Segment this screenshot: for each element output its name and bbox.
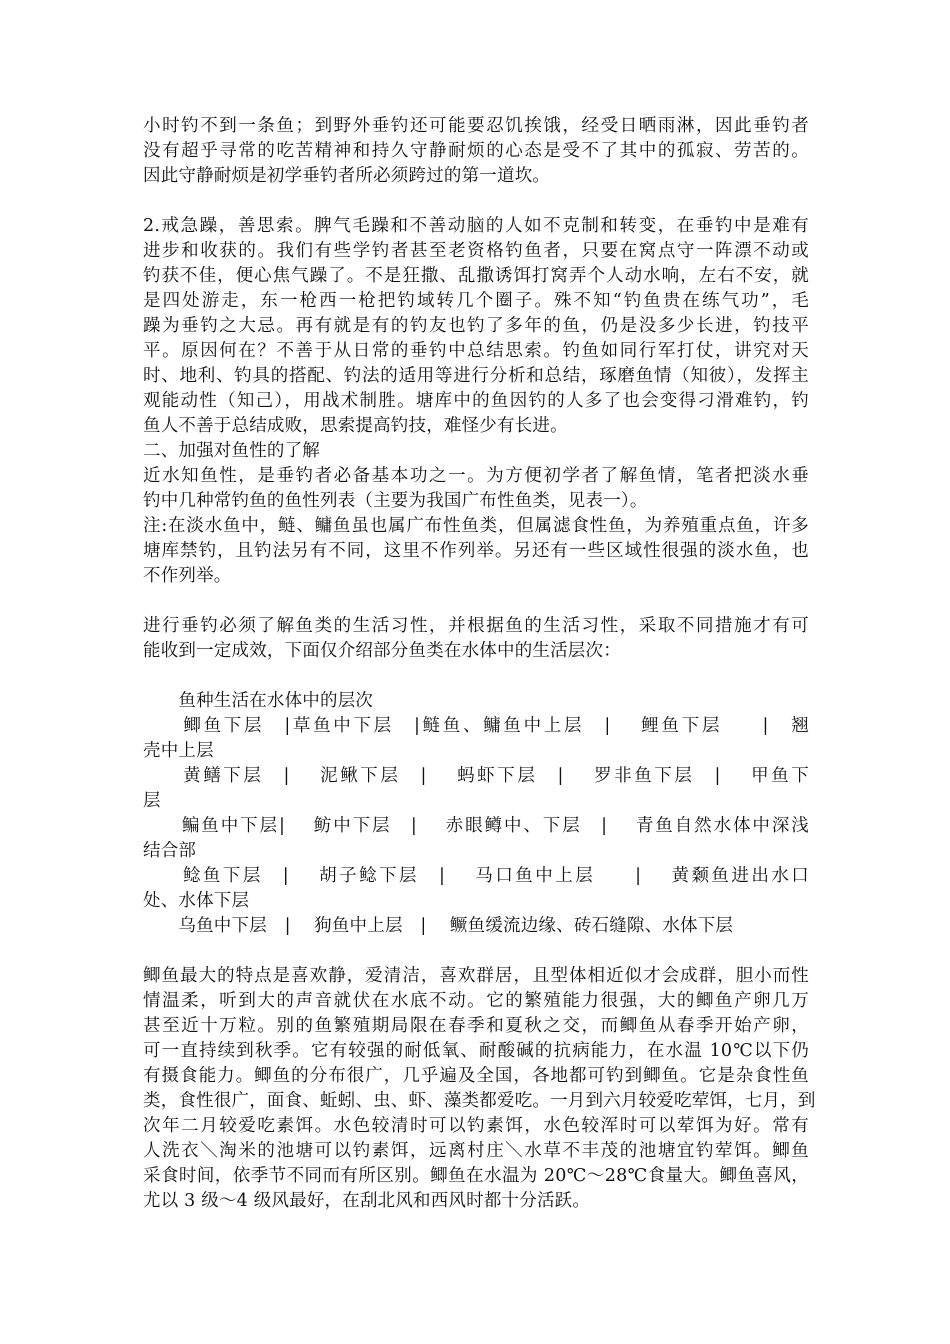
paragraph-p1	[143, 114, 809, 189]
paragraph-p3	[143, 439, 809, 589]
text-line: 因此守静耐烦是初学垂钓者所必须跨过的第一道坎。	[143, 166, 551, 186]
text-line: 不作列举。	[143, 566, 232, 586]
text-line: 鳊鱼中下层| 鲂中下层 | 赤眼鳟中、下层 | 青鱼自然水体中深浅	[143, 816, 809, 836]
text-line: 观能动性（知己），用战术制胜。塘库中的鱼因钓的人多了也会变得刁滑难钓，钓	[143, 391, 809, 411]
text-line: 进行垂钓必须了解鱼类的生活习性，并根据鱼的生活习性，采取不同措施才有可	[143, 616, 809, 636]
text-line: 没有超乎寻常的吃苦精神和持久守静耐烦的心态是受不了其中的孤寂、劳苦的。	[143, 141, 809, 161]
text-line: 小时钓不到一条鱼；到野外垂钓还可能要忍饥挨饿，经受日晒雨淋，因此垂钓者	[143, 116, 809, 136]
text-line: 躁为垂钓之大忌。再有就是有的钓友也钓了多年的鱼，仍是没多少长进，钓技平	[143, 316, 809, 336]
text-line: 黄鳝下层 | 泥鳅下层 | 蚂虾下层 | 罗非鱼下层 | 甲鱼下	[143, 766, 809, 786]
text-line: 二、加强对鱼性的了解	[143, 441, 320, 461]
text-line: 平。原因何在？不善于从日常的垂钓中总结思索。钓鱼如同行军打仗，讲究对天	[143, 341, 809, 361]
text-line: 情温柔，听到大的声音就伏在水底不动。它的繁殖能力很强，大的鲫鱼产卵几万	[143, 991, 809, 1011]
text-line: 2.戒急躁，善思索。脾气毛躁和不善动脑的人如不克制和转变，在垂钓中是难有	[143, 216, 809, 236]
text-line: 塘库禁钓，且钓法另有不同，这里不作列举。另还有一些区域性很强的淡水鱼，也	[143, 541, 809, 561]
text-line: 鱼人不善于总结成败，思索提高钓技，难怪少有长进。	[143, 416, 568, 436]
paragraph-gap	[143, 589, 809, 614]
paragraph-gap	[143, 939, 809, 964]
text-line: 鲫鱼最大的特点是喜欢静，爱清洁，喜欢群居，且型体相近似才会成群，胆小而性	[143, 966, 809, 986]
text-line: 乌鱼中下层 | 狗鱼中上层 | 鳜鱼缓流边缘、砖石缝隙、水体下层	[143, 916, 734, 936]
paragraph-p4	[143, 614, 809, 664]
paragraph-gap	[143, 664, 809, 689]
text-line: 鱼种生活在水体中的层次	[143, 691, 374, 711]
paragraph-p6	[143, 964, 816, 1214]
text-line: 人洗衣＼淘米的池塘可以钓素饵，远离村庄＼水草不丰茂的池塘宜钓荤饵。鲫鱼	[143, 1141, 809, 1161]
text-line: 尤以 3 级～4 级风最好，在刮北风和西风时都十分活跃。	[143, 1191, 591, 1211]
text-line: 采食时间，依季节不同而有所区别。鲫鱼在水温为 20℃～28℃食量大。鲫鱼喜风，	[143, 1166, 809, 1186]
text-line: 层	[143, 791, 161, 811]
paragraph-p5	[143, 689, 809, 939]
text-line: 是四处游走，东一枪西一枪把钓域转几个圈子。殊不知“钓鱼贵在练气功”，毛	[143, 291, 809, 311]
text-line: 钓获不佳，便心焦气躁了。不是狂撒、乱撒诱饵打窝弄个人动水响，左右不安，就	[143, 266, 809, 286]
paragraph-p2	[143, 214, 809, 439]
paragraph-gap	[143, 189, 809, 214]
text-line: 注:在淡水鱼中，鲢、鳙鱼虽也属广布性鱼类，但属滤食性鱼，为养殖重点鱼，许多	[143, 516, 809, 536]
text-line: 次年二月较爱吃素饵。水色较清时可以钓素饵，水色较浑时可以荤饵为好。常有	[143, 1116, 809, 1136]
text-line: 甚至近十万粒。别的鱼繁殖期局限在春季和夏秋之交，而鲫鱼从春季开始产卵，	[143, 1016, 809, 1036]
text-line: 结合部	[143, 841, 197, 861]
text-line: 壳中上层	[143, 741, 214, 761]
text-line: 可一直持续到秋季。它有较强的耐低氧、耐酸碱的抗病能力，在水温 10℃以下仍	[143, 1041, 809, 1061]
text-line: 时、地利、钓具的搭配、钓法的适用等进行分析和总结，琢磨鱼情（知彼），发挥主	[143, 366, 809, 386]
text-line: 鲫鱼下层 |草鱼中下层 |鲢鱼、鳙鱼中上层 | 鲤鱼下层 | 翘	[143, 716, 809, 736]
text-line: 钓中几种常钓鱼的鱼性列表（主要为我国广布性鱼类，见表一）。	[143, 491, 648, 511]
text-line: 有摄食能力。鲫鱼的分布很广，几乎遍及全国，各地都可钓到鲫鱼。它是杂食性鱼	[143, 1066, 809, 1086]
text-line: 能收到一定成效，下面仅介绍部分鱼类在水体中的生活层次：	[143, 641, 621, 661]
text-line: 类，食性很广，面食、蚯蚓、虫、虾、藻类都爱吃。一月到六月较爱吃荤饵，七月，到	[143, 1091, 816, 1111]
text-line: 处、水体下层	[143, 891, 250, 911]
text-line: 鲶鱼下层 | 胡子鲶下层 | 马口鱼中上层 | 黄颡鱼进出水口	[143, 866, 809, 886]
text-line: 近水知鱼性，是垂钓者必备基本功之一。为方便初学者了解鱼情，笔者把淡水垂	[143, 466, 809, 486]
document-page	[143, 114, 816, 1214]
text-line: 进步和收获的。我们有些学钓者甚至老资格钓鱼者，只要在窝点守一阵漂不动或	[143, 241, 809, 261]
